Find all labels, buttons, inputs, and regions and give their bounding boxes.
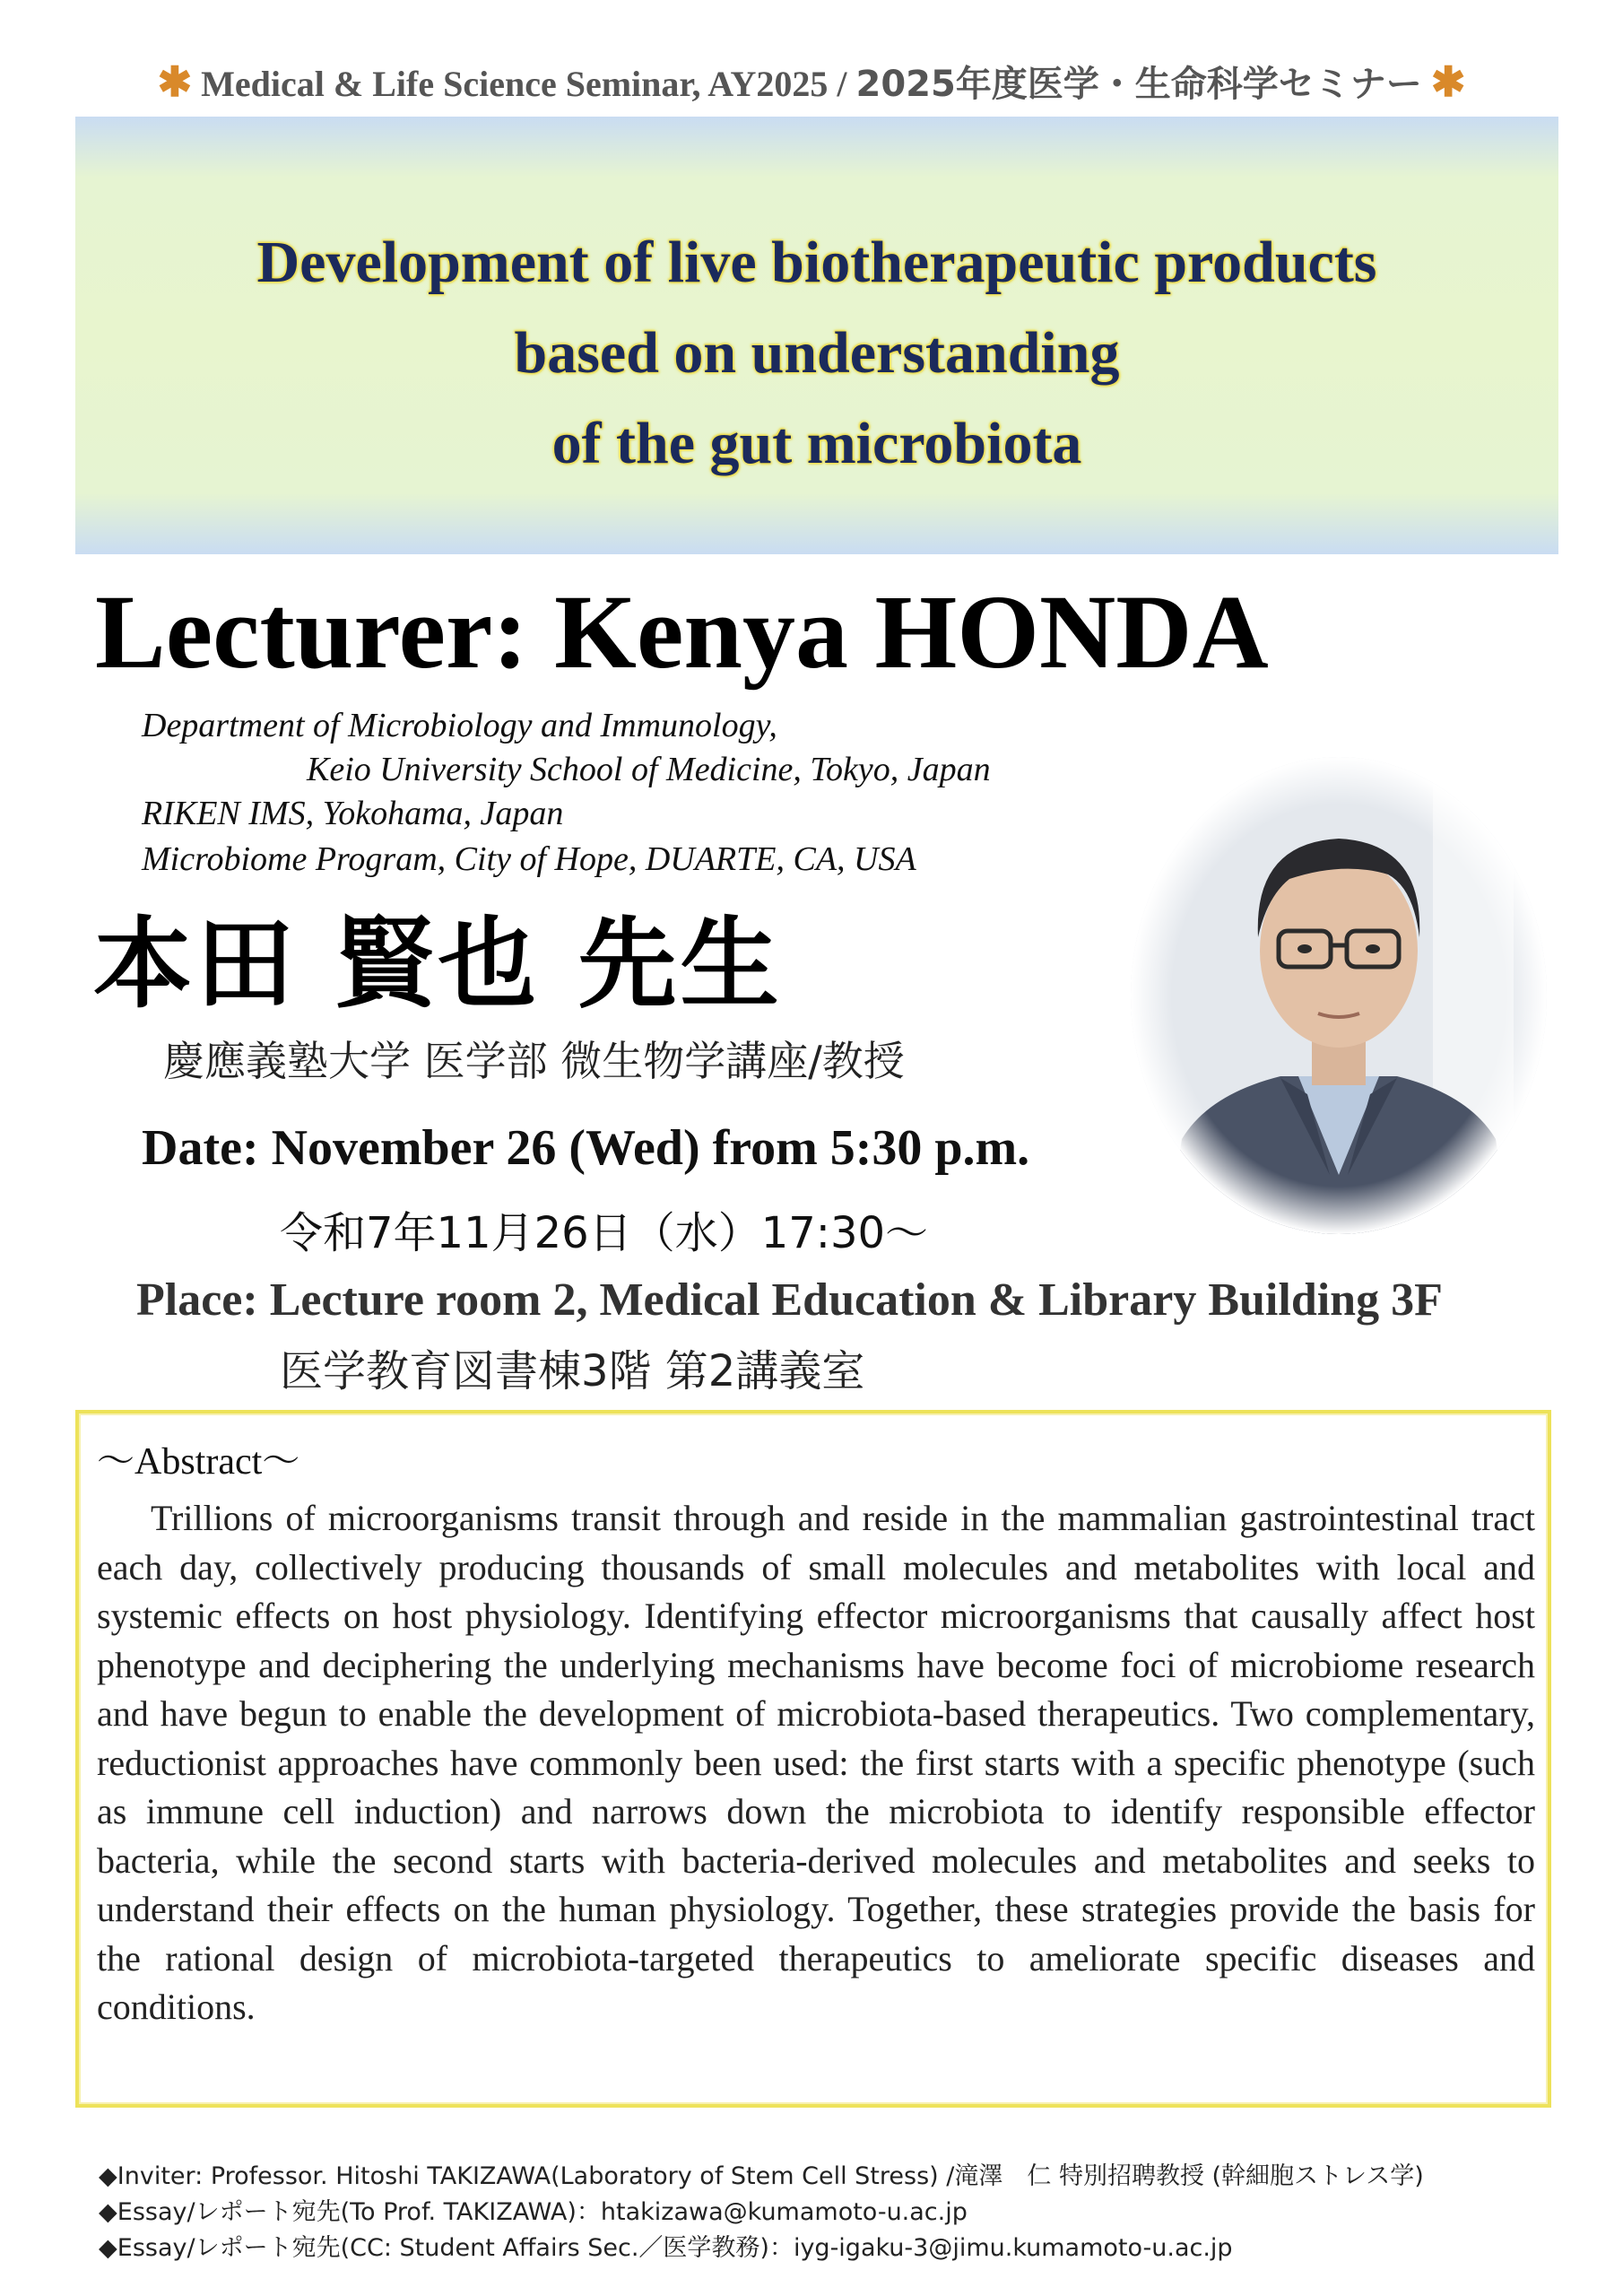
title-banner [75,117,1558,554]
affiliation-line: Department of Microbiology and Immunology, [142,707,777,744]
title-line-1: Development of live biotherapeutic products [256,230,1377,295]
event-date-jp: 令和7年11月26日（水）17:30～ [280,1208,929,1258]
star-icon: ✱ [1430,59,1466,105]
affiliation-line: Keio University School of Medicine, Tokyo, Japan [307,751,991,788]
event-date-en: Date: November 26 (Wed) from 5:30 p.m. [142,1120,1030,1176]
star-icon: ✱ [157,59,193,105]
abstract-body: Trillions of microorganisms transit through and reside in the mammalian gastrointestinal tract each day, collectively producing thousands of small molecules and metabolites with local and systemic effects on host physiology. Identifying effector microorganisms that causally affect host phenotype and deciphering the underlying mechanisms have become foci of microbiome research and have begun to enable the development of microbiota-based therapeutics. Two complementary, reductionist approaches have commonly been used: the first starts with a specific phenotype (such as immune cell induction) and narrows down the microbiota to identify responsible effector bacteria, while the second starts with bacteria-derived molecules and metabolites and seeks to understand their effects on the human physiology. Together, these strategies provide the basis for the rational design of microbiota-targeted therapeutics to ameliorate specific diseases and conditions. [97,1498,1535,2027]
event-place-jp: 医学教育図書棟3階 第2講義室 [280,1346,865,1396]
seminar-name-en: Medical & Life Science Seminar, AY2025 / [201,64,856,104]
lecturer-portrait [1128,753,1549,1238]
footer-essay-cc: ◆Essay/レポート宛先(CC: Student Affairs Sec.／医学教務)：iyg-igaku-3@jimu.kumamoto-u.ac.jp [99,2234,1233,2262]
affiliation-jp: 慶應義塾大学 医学部 微生物学講座/教授 [163,1037,905,1085]
seminar-header [0,56,1623,107]
event-place-en: Place: Lecture room 2, Medical Education & Library Building 3F [136,1274,1443,1326]
affiliation-line: Microbiome Program, City of Hope, DUARTE, CA, USA [142,840,916,878]
footer-inviter: ◆Inviter: Professor. Hitoshi TAKIZAWA(Laboratory of Stem Cell Stress) /滝澤 仁 特別招聘教授 (幹細胞ストレス学) [99,2162,1424,2190]
seminar-name-jp: 2025年度医学・生命科学セミナー [855,64,1422,105]
abstract-box [75,1410,1551,2108]
footer-essay-to: ◆Essay/レポート宛先(To Prof. TAKIZAWA)：htakizawa@kumamoto-u.ac.jp [99,2198,968,2226]
seminar-title [75,217,1558,489]
abstract-title: ～Abstract～ [97,1441,300,1483]
lecturer-name-jp: 本田 賢也 先生 [93,907,783,1022]
title-line-2: based on understanding [514,320,1120,386]
lecturer-name: Lecturer: Kenya HONDA [95,573,1269,691]
title-line-3: of the gut microbiota [551,411,1082,476]
affiliation-line: RIKEN IMS, Yokohama, Japan [142,795,564,832]
